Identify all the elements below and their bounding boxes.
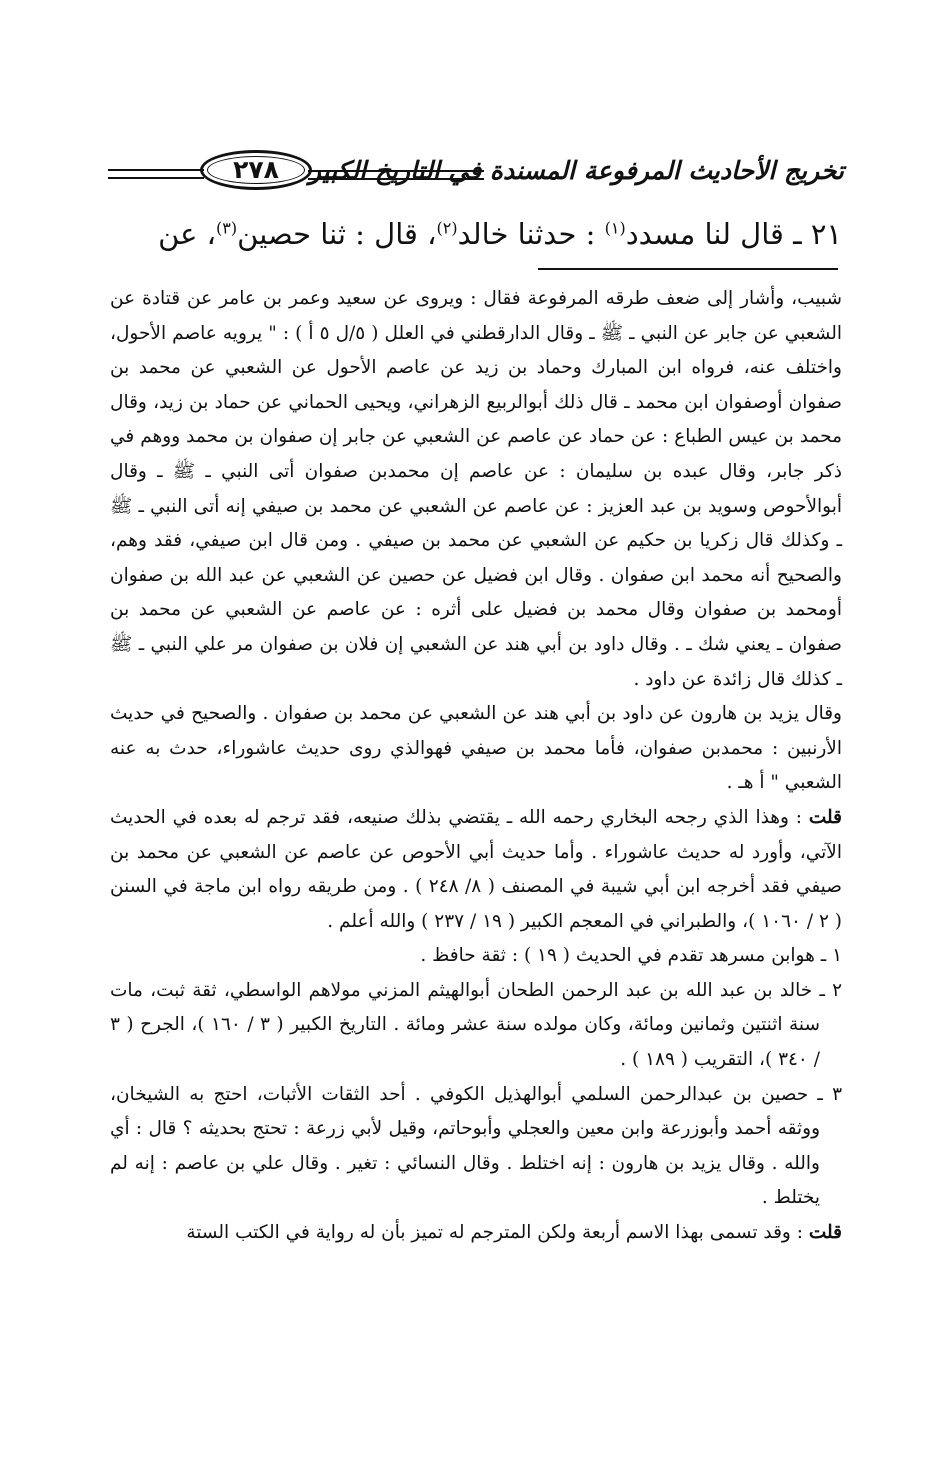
footnotes-section (110, 282, 842, 1251)
footnote-continuation-2: وقال يزيد بن هارون عن داود بن أبي هند عن الشعبي عن محمد بن صفوان . والصحيح في حديث الأرنبين : محمدبن صفوان، فأما محمد بن صيفي فهوالذي روى حديث عاشوراء، حدث به عنه الشعبي " أ هـ . (110, 703, 842, 794)
hadith-text-2: : حدثنا خالد (457, 217, 605, 251)
footnote-ref-2: (٢) (436, 218, 458, 238)
footnote-ref-3: (٣) (216, 218, 238, 238)
qult-text: : وهذا الذي رجحه البخاري رحمه الله ـ يقتضي بذلك صنيعه، فقد ترجم له بعده في الحديث الآتي، وأورد له حديث عاشوراء . وأما حديث أبي الأحوص عن عاصم عن الشعبي عن محمد بن صيفي فقد أخرجه ابن أبي شيبة في المصنف ( ٨/ ٢٤٨ ) . ومن طريقه رواه ابن ماجة في السنن ( ٢ / ١٠٦٠ )، والطبراني في المعجم الكبير ( ١٩ / ٢٣٧ ) والله أعلم . (110, 806, 842, 932)
footnote-ref-1: (١) (604, 218, 626, 238)
header-tail-rule (108, 169, 204, 179)
qult-label: قلت (808, 1222, 842, 1244)
footnote-separator (538, 268, 838, 270)
header-double-rule (308, 170, 484, 180)
footnote-3: ٣ ـ حصين بن عبدالرحمن السلمي أبوالهذيل الكوفي . أحد الثقات الأثبات، احتج به الشيخان، ووثقه أحمد وأبوزرعة وابن معين والعجلي وأبوحاتم، وقيل لأبي زرعة : تحتج بحديثه ؟ قال : أي والله . وقال يزيد بن هارون : إنه اختلط . وقال النسائي : تغير . وقال علي بن عاصم : إنه لم يختلط . (110, 1083, 842, 1209)
footnote-continuation-1: شبيب، وأشار إلى ضعف طرقه المرفوعة فقال : ويروى عن سعيد وعمر بن عامر عن قتادة عن الشعبي عن جابر عن النبي ـ ﷺ ـ وقال الدارقطني في العلل ( ٥/ل ٥ أ ) : " يرويه عاصم الأحول، واختلف عنه، فرواه ابن المبارك وحماد بن زيد عن عاصم الأحول عن الشعبي عن محمد بن صفوان أوصفوان ابن محمد ـ قال ذلك أبوالربيع الزهراني، ويحيى الحماني عن حماد بن زيد، وقال محمد بن عيس الطباع : عن حماد عن عاصم عن الشعبي عن جابر إن صفوان بن محمد ووهم في ذكر جابر، وقال عبده بن سليمان : عن عاصم إن محمدبن صفوان أتى النبي ـ ﷺ ـ وقال أبوالأحوص وسويد بن عبد العزيز : عن عاصم عن الشعبي عن محمد بن صيفي إنه أتى النبي ـ ﷺ ـ وكذلك قال زكريا بن حكيم عن الشعبي عن محمد بن صيفي . ومن قال ابن صيفي، فقد وهم، والصحيح أنه محمد ابن صفوان . وقال ابن فضيل عن حصين عن الشعبي عن عبد الله بن صفوان أومحمد بن صفوان وقال محمد بن فضيل على أثره : عن عاصم عن الشعبي عن محمد بن صفوان ـ يعني شك ـ . وقال داود بن أبي هند عن الشعبي إن فلان بن صفوان مر علي النبي ـ ﷺ ـ كذلك قال زائدة عن داود . (110, 288, 843, 690)
hadith-line (102, 212, 842, 256)
qult-paragraph-1 (110, 801, 842, 939)
page-number: ٢٧٨ (200, 150, 312, 190)
qult-paragraph-2 (110, 1216, 842, 1251)
footnote-2: ٢ ـ خالد بن عبد الله بن عبد الرحمن الطحان أبوالهيثم المزني مولاهم الواسطي، ثقة ثبت، مات سنة اثنتين وثمانين ومائة، وكان مولده سنة عشر ومائة . التاريخ الكبير ( ٣ / ١٦٠ )، الجرح ( ٣ / ٣٤٠ )، التقريب ( ١٨٩ ) . (110, 979, 842, 1071)
running-header (108, 150, 844, 200)
qult-text: : وقد تسمى بهذا الاسم أربعة ولكن المترجم له تميز بأن له رواية في الكتب الستة (186, 1222, 809, 1244)
hadith-text-1: قال لنا مسدد (625, 217, 784, 251)
footnote-1: ١ ـ هوابن مسرهد تقدم في الحديث ( ١٩ ) : ثقة حافظ . (420, 945, 842, 967)
qult-label: قلت (808, 806, 842, 828)
hadith-text-4: ، عن (158, 217, 217, 251)
running-title: تخريج الأحاديث المرفوعة المسندة في التاريخ الكبير (308, 156, 844, 185)
hadith-number: ٢١ ـ (793, 217, 842, 251)
hadith-text-3: ، قال : ثنا حصين (237, 217, 437, 251)
